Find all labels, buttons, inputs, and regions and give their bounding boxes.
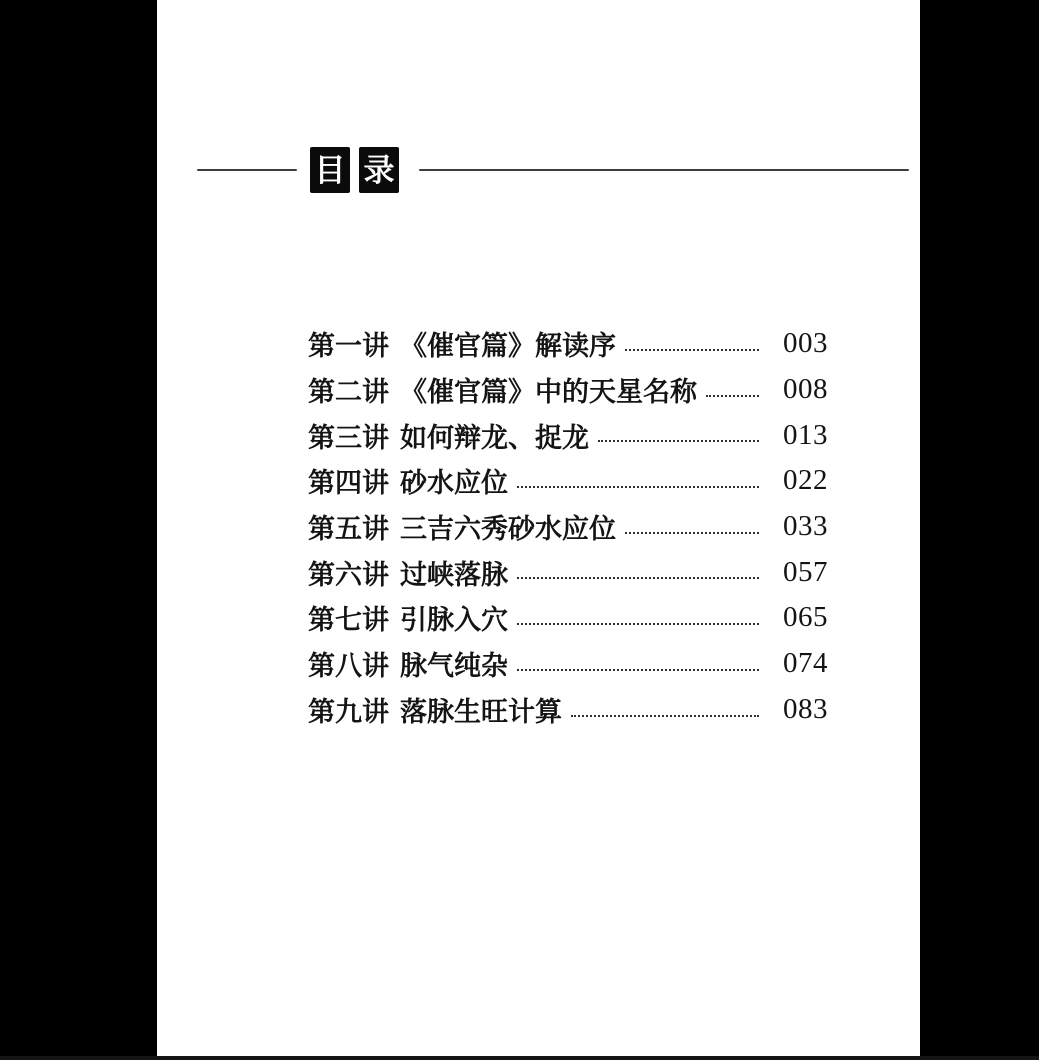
toc-entry-label: 第六讲	[308, 559, 389, 590]
scan-edge-bottom	[0, 1056, 1039, 1060]
toc-entry-title: 《催官篇》解读序	[400, 331, 616, 362]
toc-dot-leader	[517, 549, 759, 579]
toc-entry-label: 第七讲	[308, 605, 389, 636]
toc-entry	[308, 412, 828, 458]
toc-entry-label: 第五讲	[308, 514, 389, 545]
toc-entry	[308, 367, 828, 413]
toc-entry-page-number: 008	[783, 373, 828, 406]
toc-entry-page-number: 065	[783, 601, 828, 634]
toc-entry-label: 第三讲	[308, 422, 389, 453]
toc-dot-leader	[625, 504, 759, 534]
toc-entry-title: 《催官篇》中的天星名称	[400, 377, 697, 408]
toc-entry-page-number: 003	[783, 327, 828, 360]
toc-header	[157, 144, 920, 196]
toc-entry-title: 砂水应位	[400, 468, 508, 499]
toc-dot-leader	[517, 458, 759, 488]
toc-dot-leader	[517, 641, 759, 671]
toc-dot-leader	[625, 321, 759, 351]
toc-entry-label: 第一讲	[308, 331, 389, 362]
toc-list	[308, 321, 828, 732]
scan-margin-right	[920, 0, 1039, 1060]
toc-entry-label: 第四讲	[308, 468, 389, 499]
toc-dot-leader	[598, 412, 759, 442]
toc-entry	[308, 321, 828, 367]
toc-entry-page-number: 057	[783, 555, 828, 588]
toc-entry-label: 第八讲	[308, 651, 389, 682]
toc-entry	[308, 458, 828, 504]
toc-title-char-1: 目	[314, 152, 346, 188]
toc-dot-leader	[571, 687, 759, 717]
toc-entry-page-number: 083	[783, 692, 828, 725]
toc-entry-title: 过峡落脉	[400, 559, 508, 590]
toc-entry	[308, 595, 828, 641]
toc-entry-title: 如何辩龙、捉龙	[400, 422, 589, 453]
book-page	[157, 0, 920, 1056]
toc-dot-leader	[706, 367, 759, 397]
toc-title-box-2	[359, 147, 399, 193]
toc-entry	[308, 549, 828, 595]
toc-entry-page-number: 074	[783, 647, 828, 680]
toc-title-box-1	[310, 147, 350, 193]
toc-entry-title: 引脉入穴	[400, 605, 508, 636]
header-rule-left	[197, 169, 297, 171]
toc-entry	[308, 687, 828, 733]
toc-entry	[308, 641, 828, 687]
toc-entry-page-number: 033	[783, 510, 828, 543]
toc-entry-title: 落脉生旺计算	[400, 696, 562, 727]
header-rule-right	[419, 169, 909, 171]
toc-entry-title: 脉气纯杂	[400, 651, 508, 682]
toc-dot-leader	[517, 595, 759, 625]
scan-margin-left	[0, 0, 157, 1060]
toc-entry-label: 第二讲	[308, 377, 389, 408]
toc-entry-page-number: 013	[783, 418, 828, 451]
toc-entry-title: 三吉六秀砂水应位	[400, 514, 616, 545]
toc-entry	[308, 504, 828, 550]
toc-entry-page-number: 022	[783, 464, 828, 497]
toc-entry-label: 第九讲	[308, 696, 389, 727]
toc-title-char-2: 录	[363, 152, 395, 188]
